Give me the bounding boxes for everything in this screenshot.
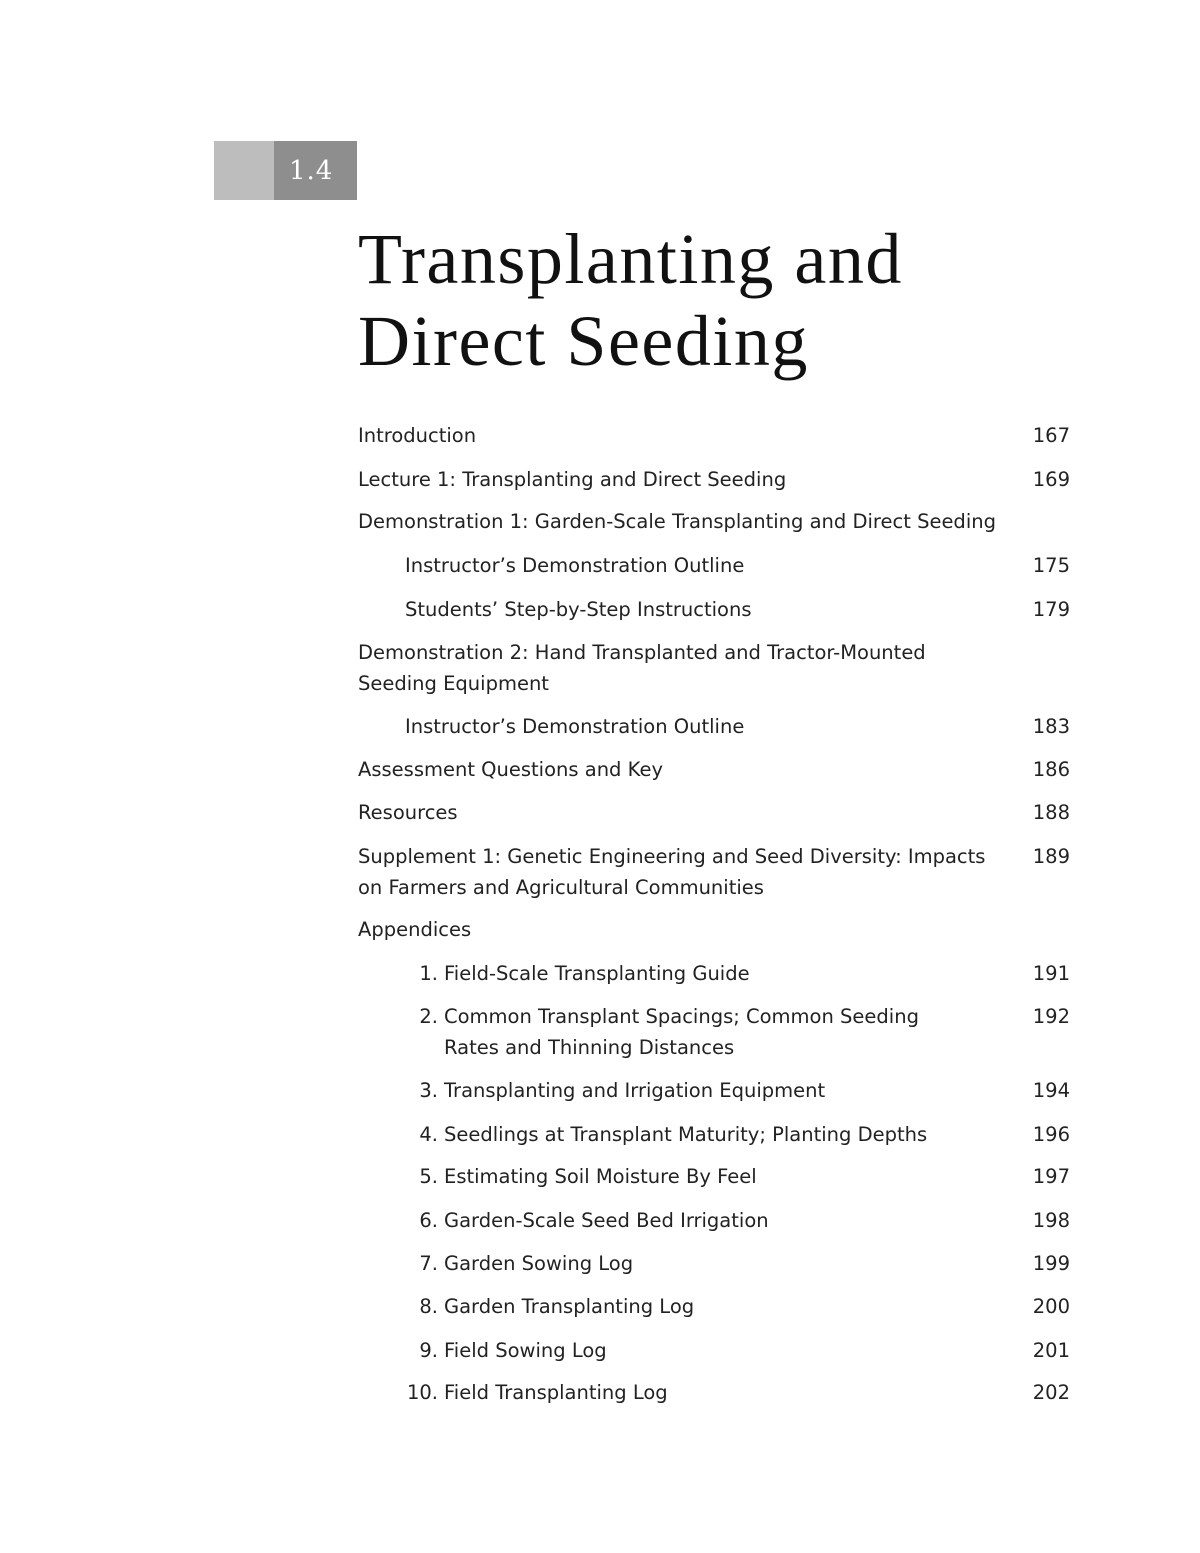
appendix-number: 8. — [419, 1295, 438, 1318]
toc-entry-label: Resources — [358, 801, 458, 824]
toc-entry-label: Field Transplanting Log — [444, 1381, 668, 1404]
appendix-number: 5. — [419, 1165, 438, 1188]
toc-entry-label: Lecture 1: Transplanting and Direct Seeding — [358, 468, 787, 491]
toc-entry-page: 186 — [1032, 758, 1070, 781]
toc-entry-page: 179 — [1032, 598, 1070, 621]
appendix-number: 7. — [419, 1252, 438, 1275]
appendix-number: 2. — [419, 1005, 438, 1028]
toc-entry-label: Seedlings at Transplant Maturity; Planting Depths — [444, 1123, 928, 1146]
toc-entry-page: 167 — [1032, 424, 1070, 447]
toc-entry-label-line-2: Rates and Thinning Distances — [444, 1036, 735, 1059]
toc-entry-page: 194 — [1032, 1079, 1070, 1102]
appendix-number: 10. — [406, 1381, 438, 1404]
toc-entry-page: 183 — [1032, 715, 1070, 738]
toc-entry-label: Garden Sowing Log — [444, 1252, 634, 1275]
toc-entry-page: 188 — [1032, 801, 1070, 824]
appendix-number: 4. — [419, 1123, 438, 1146]
toc-entry-label: Demonstration 1: Garden-Scale Transplanting and Direct Seeding — [358, 510, 996, 533]
toc-entry-label: Field-Scale Transplanting Guide — [444, 962, 750, 985]
toc-entry-page: 189 — [1032, 845, 1070, 868]
toc-entry-page: 196 — [1032, 1123, 1070, 1146]
toc-entry-label: Instructor’s Demonstration Outline — [405, 715, 745, 738]
toc-entry-label — [358, 637, 926, 699]
toc-entry-label-line-1: Demonstration 2: Hand Transplanted and Tractor-Mounted — [358, 641, 926, 664]
toc-entry-label: Estimating Soil Moisture By Feel — [444, 1165, 757, 1188]
toc-entry-label: Transplanting and Irrigation Equipment — [444, 1079, 826, 1102]
toc-entry-page: 198 — [1032, 1209, 1070, 1232]
toc-entry-label: Instructor’s Demonstration Outline — [405, 554, 745, 577]
section-number: 1.4 — [274, 141, 357, 200]
toc-entry-label-line-2: Seeding Equipment — [358, 672, 549, 695]
appendix-number: 1. — [419, 962, 438, 985]
toc-entry-page: 169 — [1032, 468, 1070, 491]
appendix-number: 6. — [419, 1209, 438, 1232]
toc-entry-label — [358, 841, 993, 903]
toc-entry-label-line-1: Common Transplant Spacings; Common Seeding — [444, 1005, 919, 1028]
page-title-line-1: Transplanting and — [358, 219, 903, 299]
toc-entry-label: Field Sowing Log — [444, 1339, 607, 1362]
toc-entry-page: 192 — [1032, 1005, 1070, 1028]
toc-entry-label: Appendices — [358, 918, 472, 941]
appendix-number: 9. — [419, 1339, 438, 1362]
toc-entry-label — [444, 1001, 944, 1063]
toc-entry-page: 200 — [1032, 1295, 1070, 1318]
toc-entry-label-line-1: Supplement 1: Genetic Engineering and Seed Diversity: Impacts — [358, 845, 986, 868]
toc-entry-page: 191 — [1032, 962, 1070, 985]
page-title-line-2: Direct Seeding — [358, 301, 809, 381]
toc-entry-page: 175 — [1032, 554, 1070, 577]
toc-entry-page: 201 — [1032, 1339, 1070, 1362]
toc-entry-label-line-2: on Farmers and Agricultural Communities — [358, 876, 764, 899]
appendix-number: 3. — [419, 1079, 438, 1102]
toc-entry-label: Assessment Questions and Key — [358, 758, 663, 781]
toc-entry-page: 197 — [1032, 1165, 1070, 1188]
toc-entry-label: Garden-Scale Seed Bed Irrigation — [444, 1209, 769, 1232]
toc-entry-page: 199 — [1032, 1252, 1070, 1275]
toc-entry-page: 202 — [1032, 1381, 1070, 1404]
toc-entry-label: Students’ Step-by-Step Instructions — [405, 598, 752, 621]
toc-entry-label: Garden Transplanting Log — [444, 1295, 695, 1318]
toc-entry-label: Introduction — [358, 424, 477, 447]
